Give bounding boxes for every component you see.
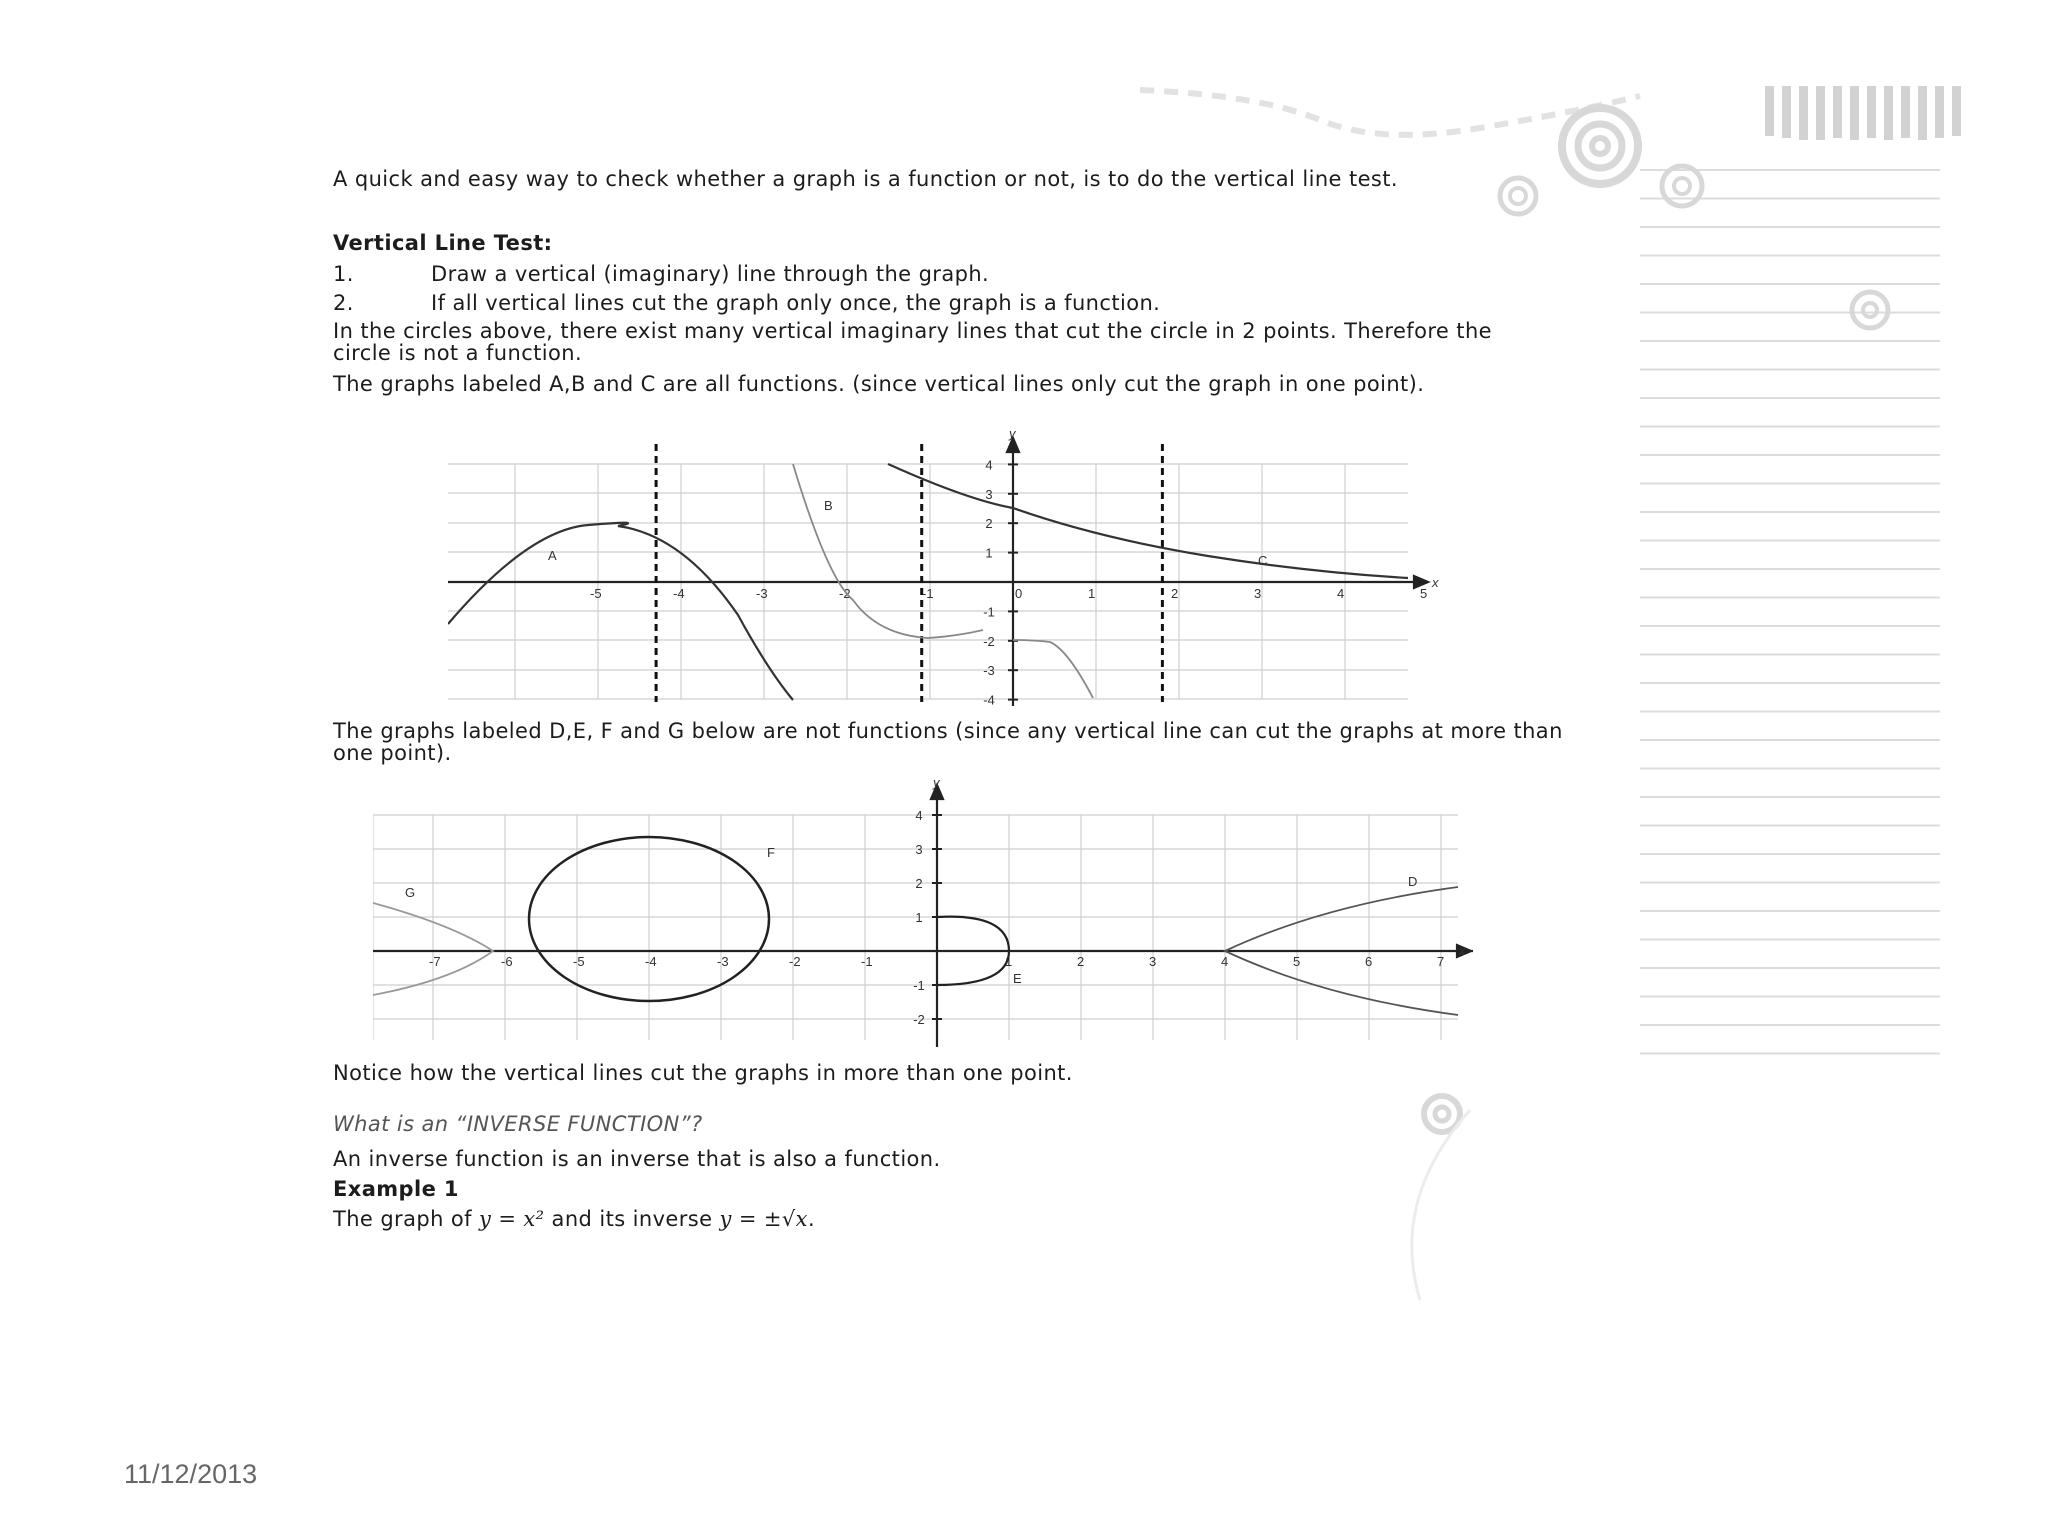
curve-label-a: A	[548, 548, 557, 563]
intro-paragraph: A quick and easy way to check whether a graph is a function or not, is to do the vertical line test.	[333, 167, 1398, 191]
swirl-ornament	[1412, 108, 1888, 1300]
x-tick-label: 1	[1088, 586, 1096, 601]
defg-note: The graphs labeled D,E, F and G below are not functions (since any vertical line can cut the graphs at more than one point).	[333, 719, 1563, 765]
x-tick-label: -5	[573, 954, 585, 969]
x-tick-label: -4	[645, 954, 657, 969]
example-text-part: The graph of	[333, 1207, 479, 1231]
y-tick-label: 4	[985, 457, 993, 473]
x-tick-labels	[590, 586, 1427, 601]
test-heading: Vertical Line Test:	[333, 231, 553, 255]
y-axis-label: y	[933, 775, 940, 790]
inverse-question: What is an “INVERSE FUNCTION”?	[333, 1112, 703, 1136]
inverse-answer: An inverse function is an inverse that is also a function.	[333, 1147, 941, 1171]
curve-label-d: D	[1408, 874, 1418, 889]
y-tick-label: 3	[985, 486, 993, 502]
x-tick-label: 2	[1077, 954, 1085, 969]
curve-label-e: E	[1013, 971, 1022, 986]
example-text-part: and its inverse	[544, 1207, 720, 1231]
x-tick-label: 5	[1293, 954, 1301, 969]
x-tick-label: -2	[839, 586, 851, 601]
x-tick-label: -4	[673, 586, 685, 601]
x-axis-label: x	[1432, 575, 1439, 590]
x-tick-label: 3	[1254, 586, 1262, 601]
y-tick-label: -1	[983, 604, 995, 620]
y-tick-label: -2	[913, 1012, 925, 1027]
x-tick-label: -6	[501, 954, 513, 969]
x-tick-label: 0	[1015, 586, 1023, 601]
curve-c	[888, 464, 1408, 578]
curve-b	[793, 464, 983, 638]
y-tick-label: -3	[983, 663, 995, 679]
y-tick-label: 1	[985, 545, 993, 561]
lined-panel	[1640, 170, 1940, 1054]
curve-label-g: G	[405, 885, 416, 900]
x-tick-label: -2	[789, 954, 801, 969]
x-tick-label: 3	[1149, 954, 1157, 969]
step-text: Draw a vertical (imaginary) line through the graph.	[431, 262, 990, 286]
curve-label-c: C	[1258, 553, 1268, 568]
step-text: If all vertical lines cut the graph only once, the graph is a function.	[431, 291, 1161, 315]
example-text	[333, 1208, 815, 1230]
x-tick-label: 4	[1221, 954, 1229, 969]
y-tick-label: 1	[915, 910, 923, 925]
example-text-part: .	[807, 1207, 816, 1231]
y-tick-label: 3	[915, 842, 923, 857]
axes	[448, 438, 1428, 706]
x-tick-label: -5	[590, 586, 602, 601]
x-tick-label: -1	[922, 586, 934, 601]
curve-label-b: B	[824, 498, 833, 513]
notice-text: Notice how the vertical lines cut the graphs in more than one point.	[333, 1061, 1073, 1085]
graph-defg	[373, 775, 1473, 1055]
y-axis-label: y	[1009, 430, 1016, 441]
circle-note: In the circles above, there exist many vertical imaginary lines that cut the circle in 2 points. Therefore the circle is not a function.	[333, 319, 1492, 365]
curve-label-f: F	[767, 845, 775, 860]
y-tick-label: -4	[983, 692, 995, 708]
x-tick-label: 6	[1365, 954, 1373, 969]
x-tick-label: -3	[717, 954, 729, 969]
vertical-test-lines	[656, 444, 1162, 702]
y-tick-label: 2	[985, 516, 993, 532]
top-stripes	[1765, 86, 1961, 140]
step-number: 1.	[333, 262, 354, 286]
x-tick-label: 7	[1437, 954, 1445, 969]
x-tick-label: -3	[756, 586, 768, 601]
x-tick-label: 4	[1337, 586, 1345, 601]
y-tick-label: 4	[915, 808, 923, 823]
x-tick-label: 1	[1005, 954, 1013, 969]
x-tick-label: -7	[429, 954, 441, 969]
x-tick-label: 2	[1171, 586, 1179, 601]
abc-note: The graphs labeled A,B and C are all functions. (since vertical lines only cut the graph in one point).	[333, 372, 1425, 396]
example-equation-1: y = x²	[479, 1207, 545, 1231]
x-tick-label: -1	[861, 954, 873, 969]
example-equation-2: y = ±√x	[719, 1207, 808, 1231]
y-tick-label: -1	[913, 978, 925, 993]
graph-abc	[448, 430, 1448, 710]
step-number: 2.	[333, 291, 354, 315]
y-tick-label: 2	[915, 876, 923, 891]
slide-date: 11/12/2013	[124, 1459, 258, 1489]
x-axis-label: x	[1459, 943, 1466, 958]
axes	[373, 785, 1473, 1047]
curve-b-lower	[1013, 640, 1093, 698]
x-tick-label: 5	[1420, 586, 1428, 601]
y-tick-label: -2	[983, 633, 995, 649]
example-heading: Example 1	[333, 1177, 459, 1201]
